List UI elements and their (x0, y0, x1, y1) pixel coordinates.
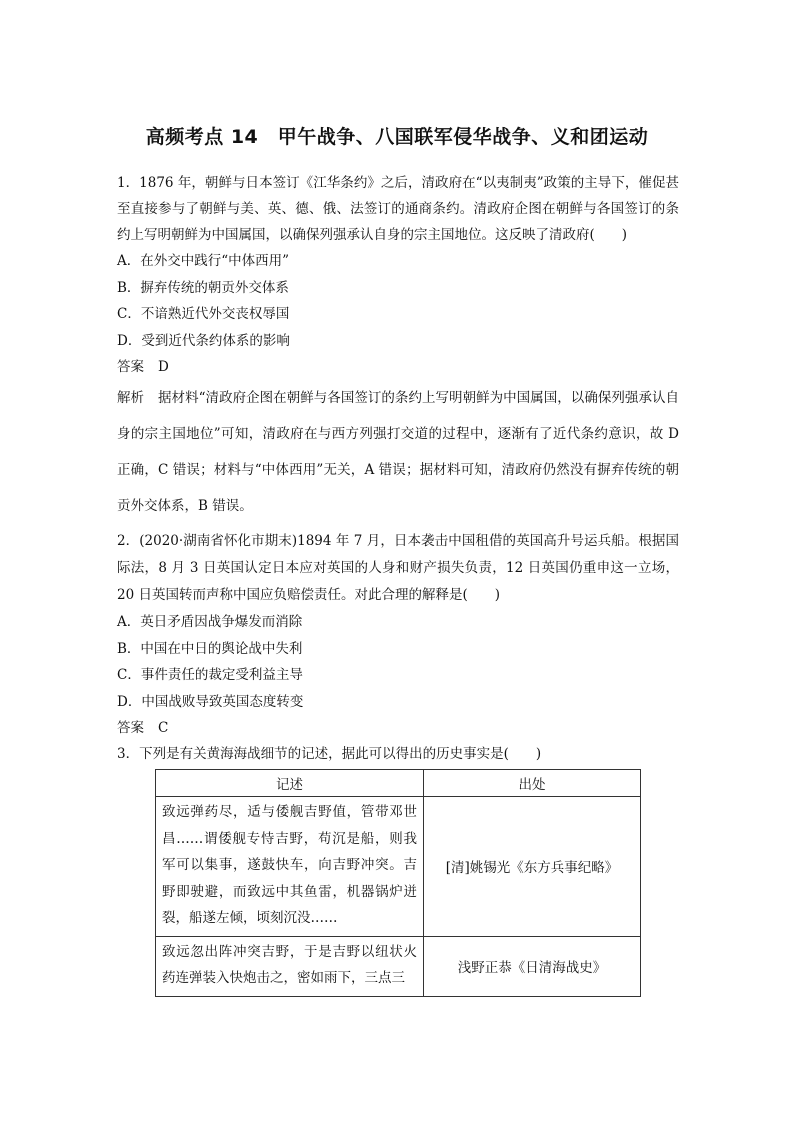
question-2 (117, 528, 679, 741)
answer-value: D (158, 359, 169, 375)
question-2-option-b: B．中国在中日的舆论战中失利 (117, 640, 303, 657)
question-1-answer (117, 354, 679, 380)
table-row (156, 797, 641, 937)
question-2-stem: 2．(2020·湖南省怀化市期末)1894 年 7 月，日本袭击中国租借的英国高升号运兵船。根据国际法，8 月 3 日英国认定日本应对英国的人身和财产损失负责，12 日英国仍重申这一立场，20 日英国转而声称中国应负赔偿责任。对此合理的解释是( ) (117, 533, 679, 603)
question-2-option-a: A．英日矛盾因战争爆发而消除 (117, 614, 303, 630)
answer-label: 答案 (117, 720, 144, 736)
analysis-label: 解析 (117, 390, 144, 406)
answer-value: C (158, 720, 169, 736)
table-cell-record: 致远忽出阵冲突吉野，于是吉野以纽状火药连弹装入快炮击之，密如雨下，三点三 (156, 936, 424, 996)
table-header-cell: 出处 (424, 770, 641, 797)
question-1-option-a: A．在外交中践行“中体西用” (117, 253, 290, 269)
table-row (156, 936, 641, 996)
answer-label: 答案 (117, 359, 144, 375)
analysis-text: 据材料“清政府企图在朝鲜与各国签订的条约上写明朝鲜为中国属国，以确保列强承认自身的宗主国地位”可知，清政府在与西方列强打交道的过程中，逐渐有了近代条约意识，故 D 正确，C 错误；材料与“中体西用”无关，A 错误；据材料可知，清政府仍然没有摒弃传统的朝贡外交体系，B 错误。 (117, 390, 679, 514)
table-header-cell: 记述 (156, 770, 424, 797)
source-table (155, 769, 641, 997)
question-1-option-b: B．摒弃传统的朝贡外交体系 (117, 279, 289, 296)
question-2-option-c: C．事件责任的裁定受利益主导 (117, 667, 303, 683)
table-cell-record: 致远弹药尽，适与倭舰吉野值，管带邓世昌……谓倭舰专恃吉野，苟沉是船，则我军可以集事，遂鼓快车，向吉野冲突。吉野即驶避，而致远中其鱼雷，机器锅炉迸裂，船遂左倾，顷刻沉没…… (156, 797, 424, 937)
page-title: 高频考点 14 甲午战争、八国联军侵华战争、义和团运动 (145, 126, 649, 148)
question-1-option-c: C．不谙熟近代外交丧权辱国 (117, 306, 290, 322)
question-1-stem: 1．1876 年，朝鲜与日本签订《江华条约》之后，清政府在“以夷制夷”政策的主导下，催促甚至直接参与了朝鲜与美、英、德、俄、法签订的通商条约。清政府企图在朝鲜与各国签订的条约上写明朝鲜为中国属国，以确保列强承认自身的宗主国地位。这反映了清政府( ) (117, 175, 679, 243)
question-3-stem: 3．下列是有关黄海海战细节的记述，据此可以得出的历史事实是( ) (117, 746, 542, 762)
question-2-answer (117, 715, 679, 741)
table-header-row (156, 770, 641, 797)
question-3 (117, 741, 679, 997)
question-2-option-d: D．中国战败导致英国态度转变 (117, 693, 304, 710)
table-cell-source: 浅野正恭《日清海战史》 (424, 936, 641, 996)
question-1 (117, 170, 679, 524)
question-list (117, 170, 679, 997)
question-1-analysis (117, 380, 679, 524)
question-1-option-d: D．受到近代条约体系的影响 (117, 332, 290, 349)
table-cell-source: [清]姚锡光《东方兵事纪略》 (424, 797, 641, 937)
